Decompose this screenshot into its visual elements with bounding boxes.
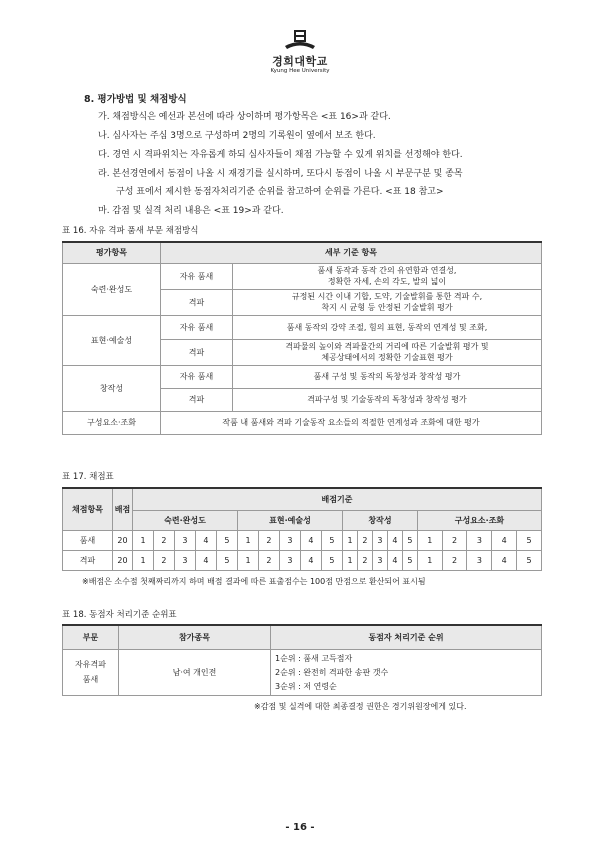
university-emblem-icon: [283, 28, 317, 52]
score-cell: 3: [467, 530, 492, 550]
score-cell: 3: [174, 550, 195, 570]
score-cell: 4: [195, 530, 216, 550]
score-cell: 2: [357, 550, 372, 570]
table17-header-score: 배점: [113, 488, 133, 530]
score-cell: 5: [402, 550, 417, 570]
university-logo: [268, 28, 332, 78]
logo-name-ko: 경희대학교: [272, 55, 328, 68]
table18-caption: 표 18. 동점자 처리기준 순위표: [62, 610, 177, 620]
table17-row: [63, 530, 542, 550]
score-cell: 1: [343, 550, 358, 570]
table18-header: 참가종목: [119, 625, 271, 649]
score-cell: 1: [238, 530, 259, 550]
table16-group-name: 표현·예술성: [63, 315, 161, 365]
score-cell: 1: [238, 550, 259, 570]
table16-header: 세부 기준 항목: [161, 242, 542, 263]
score-cell: 1: [417, 530, 442, 550]
table16-detail: 품새 동작과 동작 간의 유연함과 연결성, 정확한 자세, 손의 각도, 발의 넓이: [233, 263, 542, 289]
score-cell: 1: [133, 550, 154, 570]
table16-detail: 작품 내 품새와 격파 기술동작 요소들의 적절한 연계성과 조화에 대한 평가: [161, 411, 542, 434]
table16-caption: 표 16. 자유 격파 품새 부문 채점방식: [62, 226, 199, 236]
table18-event: 남·여 개인전: [119, 649, 271, 695]
section-item: 라. 본선경연에서 동점이 나올 시 재경기를 실시하며, 또다시 동점이 나올 시 부문구분 및 종목: [98, 169, 463, 179]
table17-caption: 표 17. 채점표: [62, 472, 114, 482]
score-cell: 1: [133, 530, 154, 550]
score-cell: 1: [417, 550, 442, 570]
score-cell: 2: [442, 530, 467, 550]
section-item: 가. 채점방식은 예선과 본선에 따라 상이하며 평가항목은 <표 16>과 같다.: [98, 112, 391, 122]
section-item: 마. 감점 및 실격 처리 내용은 <표 19>과 같다.: [98, 206, 284, 216]
score-cell: 3: [372, 530, 387, 550]
score-cell: 4: [492, 530, 517, 550]
score-cell: 2: [258, 550, 279, 570]
table16-group-name: 창작성: [63, 365, 161, 411]
score-cell: 3: [279, 550, 300, 570]
table16-header: 평가항목: [63, 242, 161, 263]
table17-row-name: 품새: [63, 530, 113, 550]
score-cell: 3: [372, 550, 387, 570]
table18: [62, 624, 542, 696]
score-cell: 5: [216, 550, 237, 570]
score-cell: 2: [153, 530, 174, 550]
score-cell: 4: [387, 530, 402, 550]
table16-detail: 규정된 시간 이내 기합, 도약, 기술발휘를 통한 격파 수, 착지 시 균형 등 안정된 기술발휘 평가: [233, 289, 542, 315]
table18-header: 부문: [63, 625, 119, 649]
table16-sub: 자유 품새: [161, 365, 233, 388]
score-cell: 5: [216, 530, 237, 550]
score-cell: 1: [343, 530, 358, 550]
logo-name-en: Kyung Hee University: [270, 68, 330, 74]
score-cell: 5: [517, 550, 542, 570]
score-cell: 4: [492, 550, 517, 570]
table16-detail: 격파구성 및 기술동작의 독창성과 창작성 평가: [233, 388, 542, 411]
table16-detail: 품새 동작의 강약 조절, 힘의 표현, 동작의 연계성 및 조화,: [233, 315, 542, 339]
section-item: 구성 표에서 제시한 동점자처리기준 순위를 참고하여 순위를 가른다. <표 18 참고>: [116, 187, 444, 197]
table16-sub: 격파: [161, 339, 233, 365]
score-cell: 2: [258, 530, 279, 550]
table17-criterion: 표현·예술성: [238, 510, 343, 530]
table17-header-item: 채점항목: [63, 488, 113, 530]
table17: [62, 487, 542, 571]
table17-criterion: 숙련·완성도: [133, 510, 238, 530]
table16-sub: 격파: [161, 289, 233, 315]
table18-category: 자유격파 품새: [63, 649, 119, 695]
score-cell: 4: [300, 530, 321, 550]
score-cell: 5: [517, 530, 542, 550]
table16: [62, 241, 542, 435]
score-cell: 3: [279, 530, 300, 550]
table16-detail: 품새 구성 및 동작의 독창성과 창작성 평가: [233, 365, 542, 388]
section-item: 나. 심사자는 주심 3명으로 구성하며 2명의 기록원이 옆에서 보조 한다.: [98, 131, 376, 141]
table16-sub: 자유 품새: [161, 263, 233, 289]
table16-detail: 격파물의 높이와 격파물간의 거리에 따른 기술발휘 평가 및 체공상태에서의 정확한 기술표현 평가: [233, 339, 542, 365]
score-cell: 2: [357, 530, 372, 550]
table16-group-name: 구성요소·조화: [63, 411, 161, 434]
score-cell: 5: [402, 530, 417, 550]
table18-note: ※감점 및 실격에 대한 최종결정 권한은 경기위원장에게 있다.: [254, 702, 467, 711]
table17-row-score: 20: [113, 550, 133, 570]
section-title: 8. 평가방법 및 채점방식: [84, 94, 187, 105]
score-cell: 3: [174, 530, 195, 550]
score-cell: 5: [321, 550, 342, 570]
table18-rules: 1순위 : 품새 고득점자 2순위 : 완전히 격파한 송판 갯수 3순위 : 저 연령순: [271, 649, 542, 695]
table16-sub: 격파: [161, 388, 233, 411]
table17-criterion: 창작성: [343, 510, 418, 530]
page-number: - 16 -: [285, 822, 315, 833]
score-cell: 4: [195, 550, 216, 570]
table17-note: ※배점은 소수점 첫째짜리까지 하며 배점 결과에 따른 표출점수는 100점 만점으로 환산되어 표시됨: [82, 577, 426, 586]
section-item: 다. 경연 시 격파위치는 자유롭게 하되 심사자들이 채점 가능할 수 있게 위치를 선정해야 한다.: [98, 150, 463, 160]
score-cell: 2: [442, 550, 467, 570]
table16-group-name: 숙련·완성도: [63, 263, 161, 315]
table17-header-criteria: 배점기준: [133, 488, 542, 510]
table17-criterion: 구성요소·조화: [417, 510, 541, 530]
table17-row-name: 격파: [63, 550, 113, 570]
score-cell: 4: [387, 550, 402, 570]
score-cell: 4: [300, 550, 321, 570]
table16-sub: 자유 품새: [161, 315, 233, 339]
table17-row-score: 20: [113, 530, 133, 550]
score-cell: 3: [467, 550, 492, 570]
table18-header: 동점자 처리기준 순위: [271, 625, 542, 649]
score-cell: 2: [153, 550, 174, 570]
score-cell: 5: [321, 530, 342, 550]
table17-row: [63, 550, 542, 570]
